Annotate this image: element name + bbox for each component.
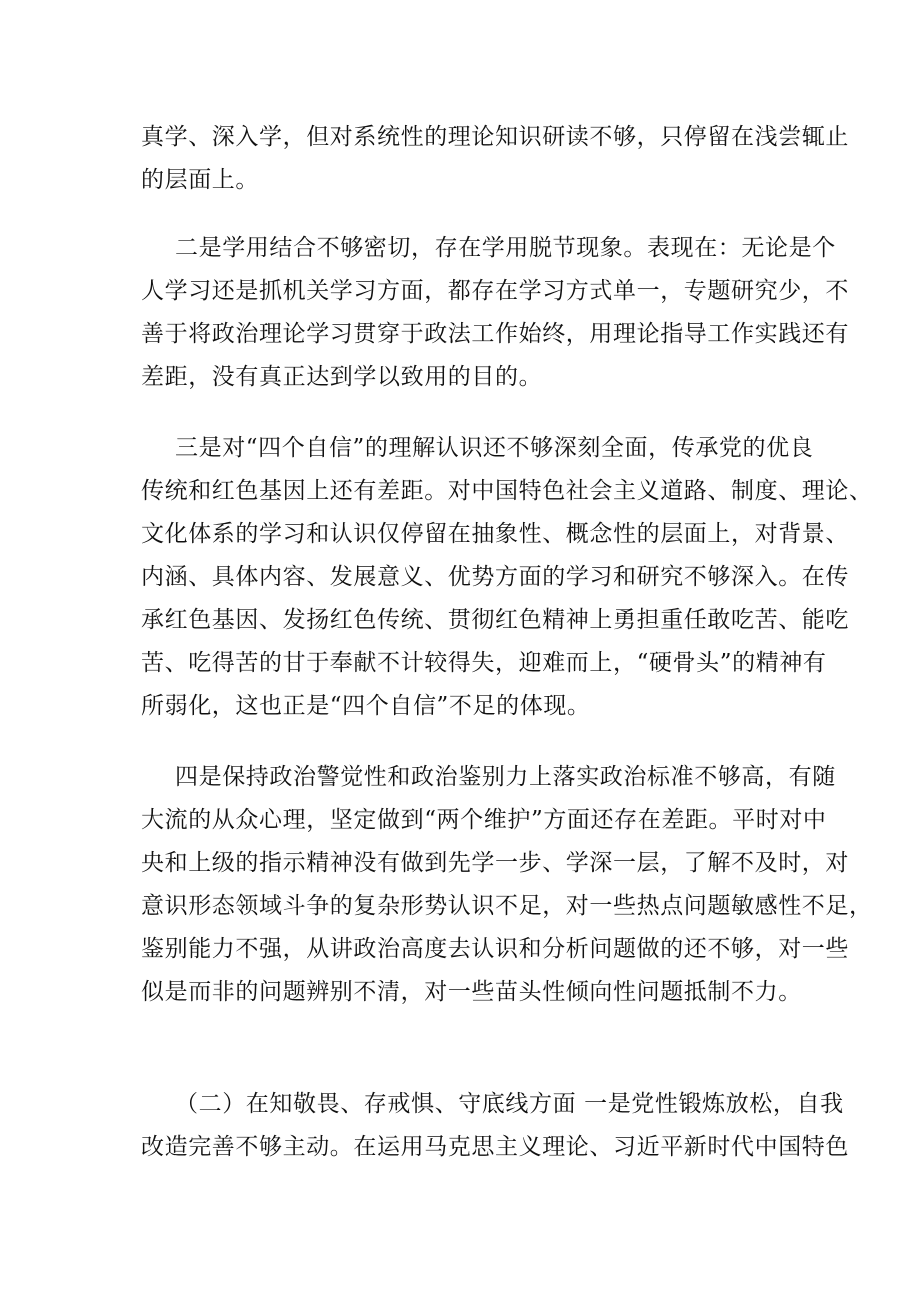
text-line: 意识形态领域斗争的复杂形势认识不足，对一些热点问题敏感性不足， (141, 893, 873, 919)
text-line: 苦、吃得苦的甘于奉献不计较得失，迎难而上，“硬骨头”的精神有 (141, 650, 827, 676)
text-line: 的层面上。 (141, 167, 259, 193)
text-line: 文化体系的学习和认识仅停留在抽象性、概念性的层面上，对背景、 (141, 521, 849, 547)
text-line: 央和上级的指示精神没有做到先学一步、学深一层，了解不及时，对 (141, 850, 849, 876)
text-line: 内涵、具体内容、发展意义、优势方面的学习和研究不够深入。在传 (141, 564, 849, 590)
paragraph-continuation (141, 116, 849, 202)
text-line: 四是保持政治警觉性和政治鉴别力上落实政治标准不够高，有随 (175, 764, 836, 790)
text-line: 传统和红色基因上还有差距。对中国特色社会主义道路、制度、理论、 (141, 478, 873, 504)
text-line: 改造完善不够主动。在运用马克思主义理论、习近平新时代中国特色 (141, 1134, 849, 1160)
text-line: 所弱化，这也正是“四个自信”不足的体现。 (141, 693, 591, 719)
text-line: 承红色基因、发扬红色传统、贯彻红色精神上勇担重任敢吃苦、能吃 (141, 607, 849, 633)
text-line: 人学习还是抓机关学习方面，都存在学习方式单一，专题研究少，不 (141, 278, 849, 304)
text-line: （二）在知敬畏、存戒惧、守底线方面 一是党性锻炼放松，自我 (175, 1091, 844, 1117)
text-line: 三是对“四个自信”的理解认识还不够深刻全面，传承党的优良 (175, 435, 814, 461)
paragraph-point-three (141, 427, 873, 728)
text-line: 差距，没有真正达到学以致用的目的。 (141, 364, 543, 390)
paragraph-section-two (141, 1083, 849, 1169)
text-line: 二是学用结合不够密切，存在学用脱节现象。表现在：无论是个 (175, 235, 836, 261)
text-line: 大流的从众心理，坚定做到“两个维护”方面还存在差距。平时对中 (141, 807, 827, 833)
paragraph-point-four (141, 756, 873, 1014)
text-line: 似是而非的问题辨别不清，对一些苗头性倾向性问题抵制不力。 (141, 979, 802, 1005)
text-line: 真学、深入学，但对系统性的理论知识研读不够，只停留在浅尝辄止 (141, 124, 849, 150)
text-line: 善于将政治理论学习贯穿于政法工作始终，用理论指导工作实践还有 (141, 321, 849, 347)
paragraph-point-two (141, 227, 849, 399)
text-line: 鉴别能力不强，从讲政治高度去认识和分析问题做的还不够，对一些 (141, 936, 849, 962)
